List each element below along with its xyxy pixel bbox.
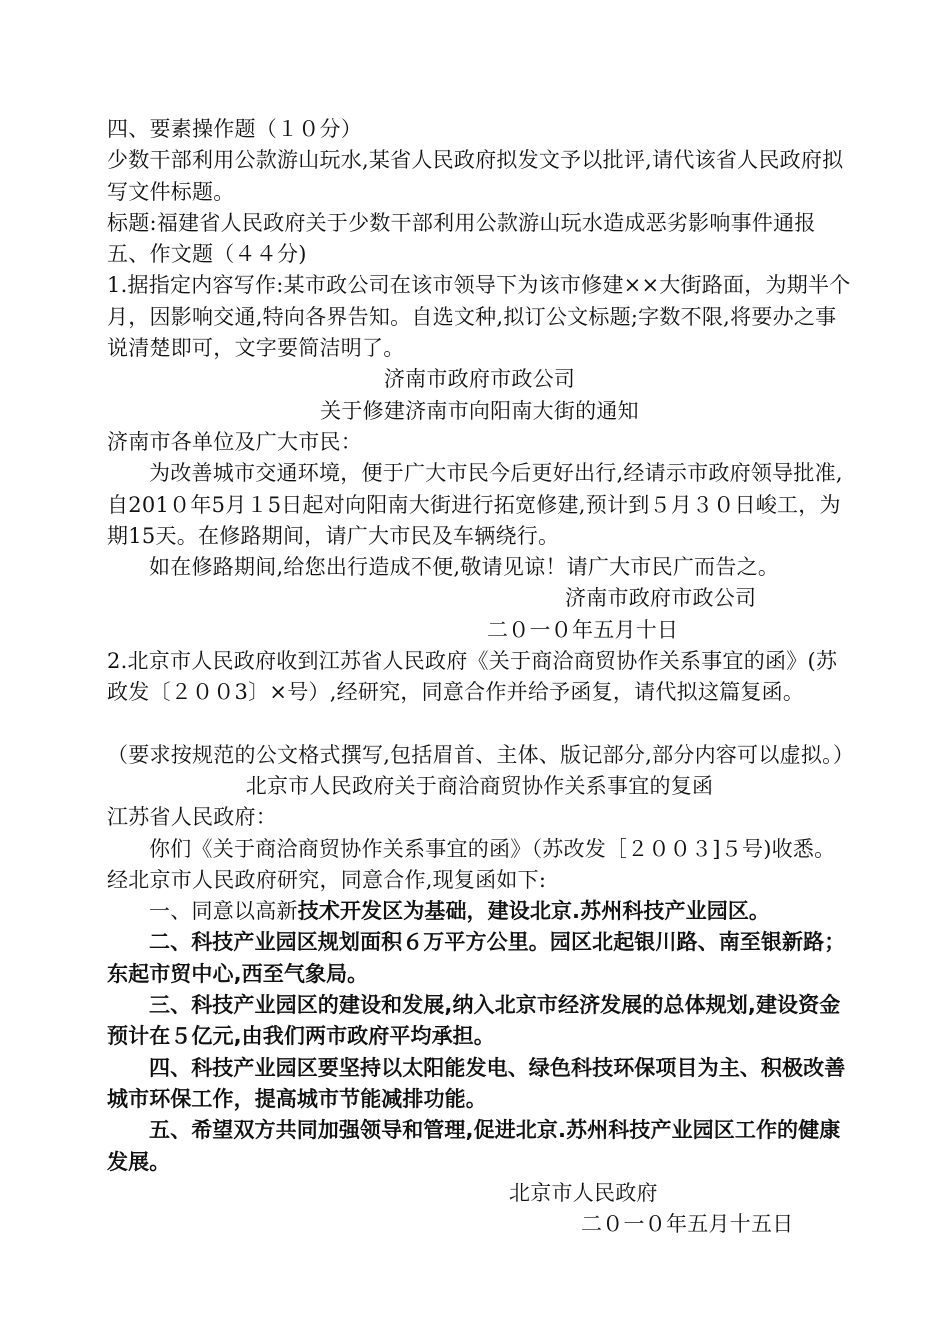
q2-item-1-rest: 技术开发区为基础，建设北京.苏州科技产业园区。 [297, 899, 771, 924]
q2-item-1-lead: 一、同意以高新 [149, 899, 298, 924]
q1-body-paragraph-2: 如在修路期间,给您出行造成不便,敬请见谅！请广大市民广而告之。 [149, 555, 780, 580]
q1-issuer: 济南市政府市政公司 [383, 367, 576, 392]
section5-heading: 五、作文题（４４分) [107, 242, 307, 267]
q1-prompt: 1.据指定内容写作:某市政公司在该市领导下为该市修建××大街路面，为期半个月，因影响交通,特向各界告知。自选文种,拟订公文标题;字数不限,将要办之事说清楚即可，文字要简洁明了。 [107, 273, 851, 361]
q2-requirement: （要求按规范的公文格式撰写,包括眉首、主体、版记部分,部分内容可以虚拟。） [107, 742, 855, 767]
q2-item-5: 五、希望双方共同加强领导和管理,促进北京.苏州科技产业园区工作的健康发展。 [107, 1118, 841, 1174]
q2-item-2: 二、科技产业园区规划面积６万平方公里。园区北起银川路、南至银新路；东起市贸中心,西至气象局。 [107, 930, 846, 986]
blank-line [107, 709, 852, 740]
section4-question: 少数干部利用公款游山玩水,某省人民政府拟发文予以批评,请代该省人民政府拟写文件标题。 [107, 148, 844, 204]
q2-date: 二０一０年五月十五日 [581, 1212, 794, 1237]
q2-addressee: 江苏省人民政府： [107, 805, 277, 830]
q2-item-3: 三、科技产业园区的建设和发展,纳入北京市经济发展的总体规划,建设资金预计在５亿元,由我们两市政府平均承担。 [107, 993, 841, 1049]
q1-date: 二０一０年五月十日 [487, 617, 679, 642]
q1-signature: 济南市政府市政公司 [565, 586, 757, 611]
section4-heading: 四、要素操作题（１０分） [107, 117, 362, 141]
q2-signature: 北京市人民政府 [509, 1180, 658, 1205]
q2-item-4: 四、科技产业园区要坚持以太阳能发电、绿色科技环保项目为主、积极改善城市环保工作，提高城市节能减排功能。 [107, 1055, 846, 1111]
q2-item-1 [107, 896, 852, 927]
document-page [107, 114, 855, 1240]
q1-notice-title: 关于修建济南市向阳南大街的通知 [320, 398, 639, 423]
q2-prompt: 2.北京市人民政府收到江苏省人民政府《关于商洽商贸协作关系事宜的函》(苏政发〔２００3〕×号）,经研究，同意合作并给予函复，请代拟这篇复函。 [107, 649, 838, 705]
q2-reply-title: 北京市人民政府关于商洽商贸协作关系事宜的复函 [245, 773, 714, 798]
q1-body-paragraph-1: 为改善城市交通环境，便于广大市民今后更好出行,经请示市政府领导批准,自201０年5月１5日起对向阳南大街进行拓宽修建,预计到５月３０日峻工，为期15天。在修路期间，请广大市民及车辆绕行。 [107, 461, 843, 548]
q1-addressee: 济南市各单位及广大市民： [107, 429, 362, 454]
q2-intro: 你们《关于商洽商贸协作关系事宜的函》（苏改发［２００３]５号)收悉。经北京市人民政府研究，同意合作,现复函如下: [107, 836, 836, 892]
section4-answer: 标题:福建省人民政府关于少数干部利用公款游山玩水造成恶劣影响事件通报 [107, 210, 816, 235]
